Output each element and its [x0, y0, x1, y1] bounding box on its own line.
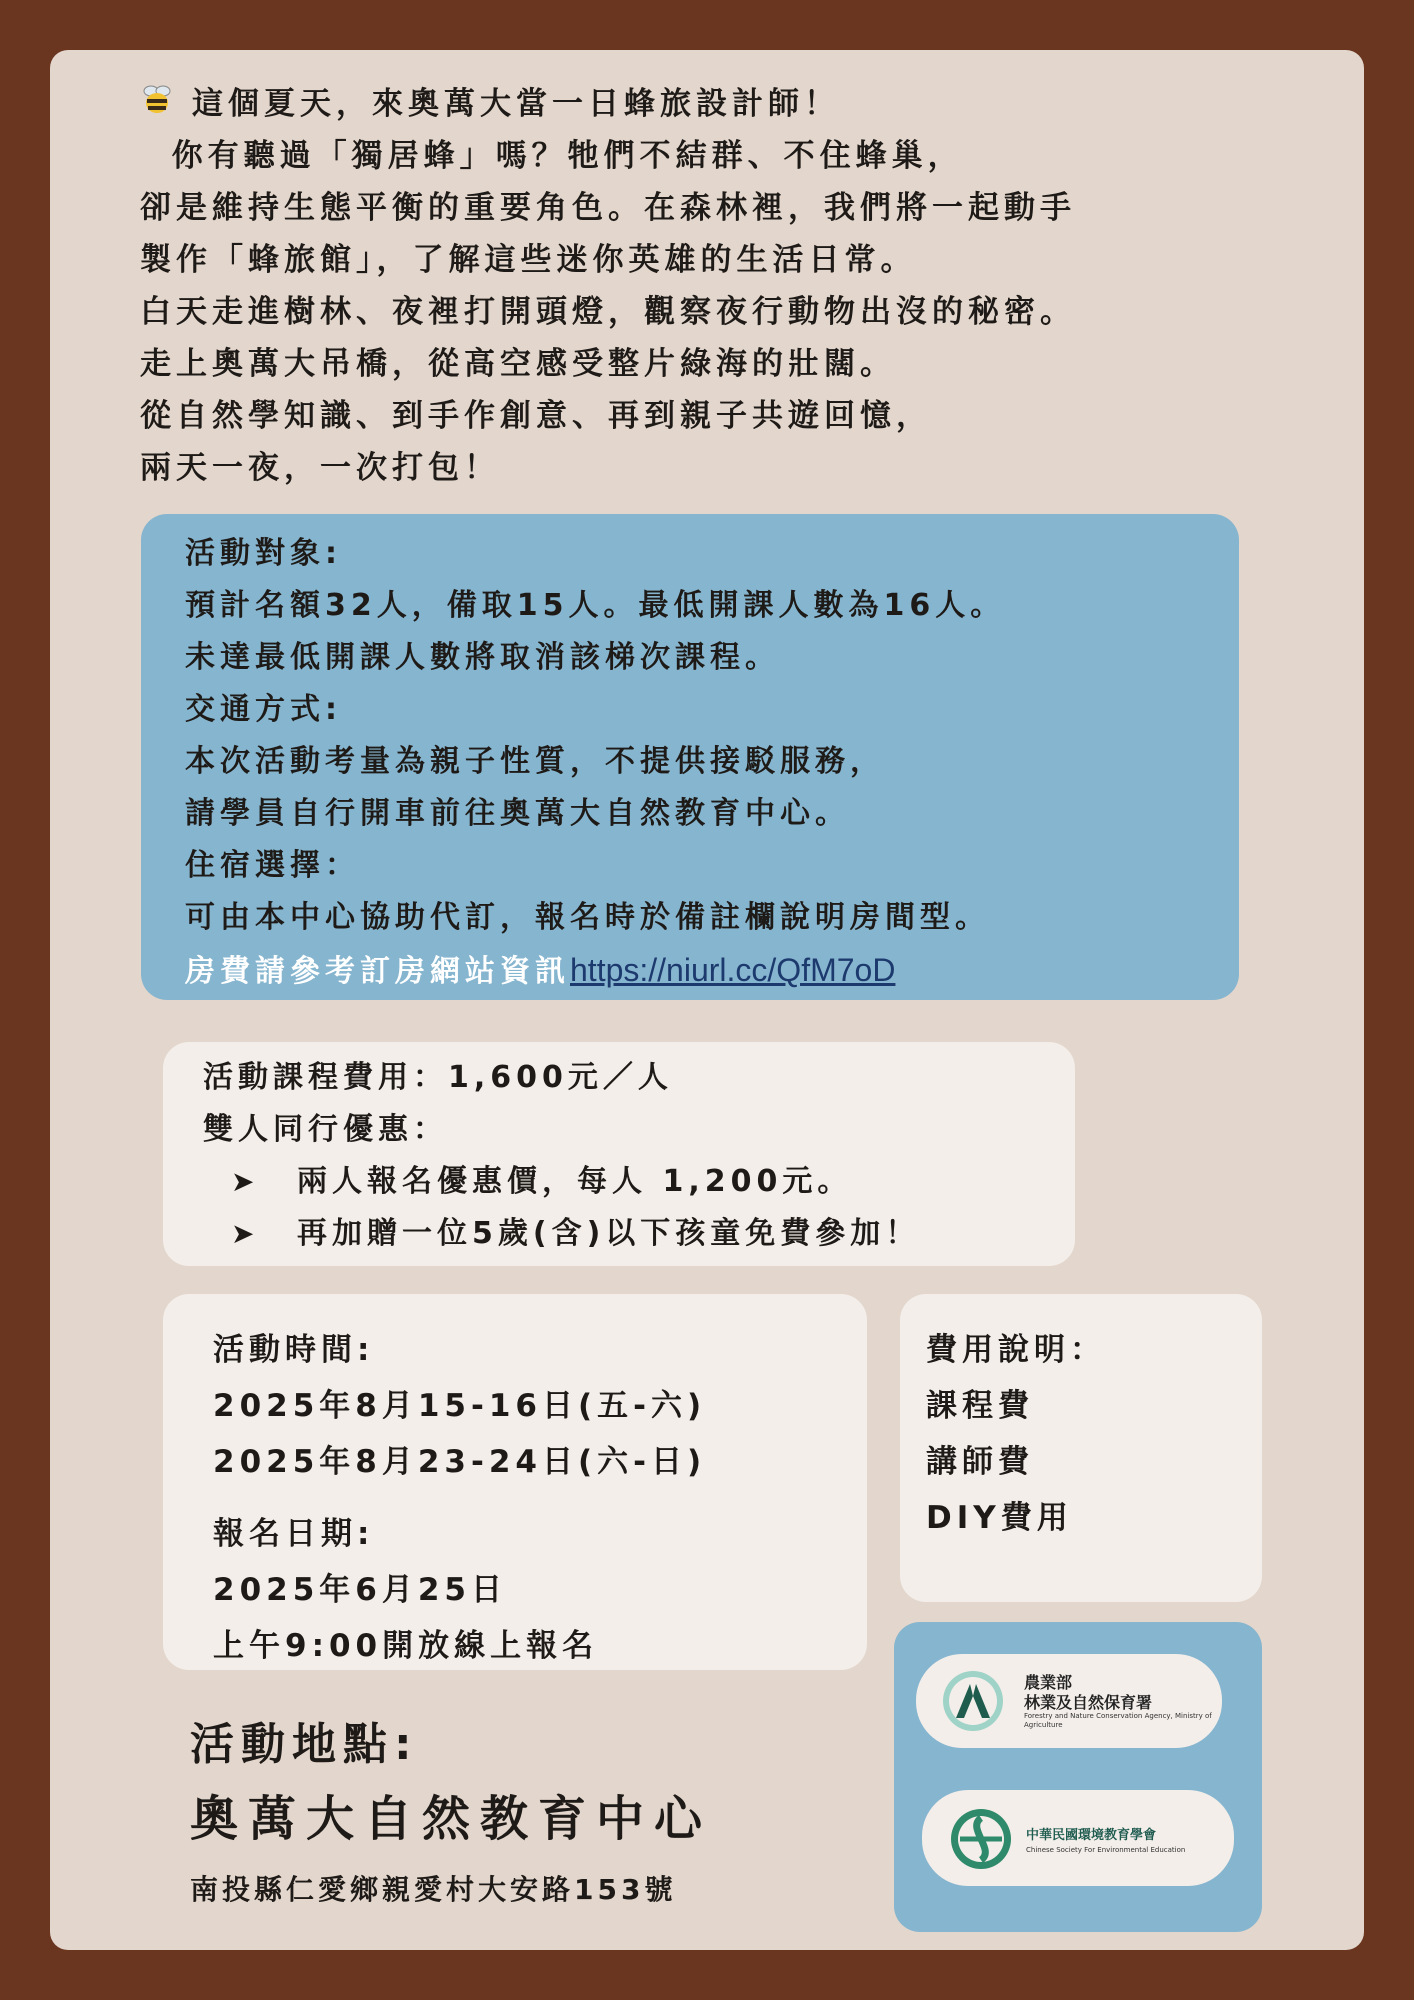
signup-date: 2025年6月25日	[213, 1572, 507, 1608]
pair-discount-label: 雙人同行優惠：	[203, 1112, 448, 1147]
signup-label: 報名日期:	[213, 1516, 375, 1552]
env-society-icon	[948, 1806, 1014, 1872]
fee-info-box	[900, 1294, 1262, 1602]
bee-icon	[140, 80, 178, 132]
target-label: 活動對象:	[185, 536, 342, 571]
lodging-line: 可由本中心協助代訂，報名時於備註欄說明房間型。	[185, 900, 990, 935]
lodging-ref-text: 房費請參考訂房網站資訊	[185, 954, 570, 989]
intro-line: 製作「蜂旅館」，了解這些迷你英雄的生活日常。	[140, 242, 917, 278]
intro-line: 你有聽過「獨居蜂」嗎？牠們不結群、不住蜂巢，	[140, 138, 964, 174]
location-label: 活動地點:	[190, 1719, 419, 1770]
signup-time: 上午9:00開放線上報名	[213, 1628, 599, 1664]
society-name-en: Chinese Society For Environmental Education	[1026, 1846, 1186, 1854]
fee-item: 講師費	[926, 1444, 1034, 1480]
lodging-label: 住宿選擇：	[185, 848, 360, 883]
schedule-box	[163, 1294, 867, 1670]
booking-link[interactable]: https://niurl.cc/QfM7oD	[570, 952, 896, 988]
fee-item: 課程費	[926, 1388, 1034, 1424]
discount-bullet: ➤ 再加贈一位5歲(含)以下孩童免費參加！	[203, 1208, 1075, 1260]
intro-text	[140, 78, 1320, 494]
location-section	[190, 1710, 712, 1918]
target-line: 預計名額32人，備取15人。最低開課人數為16人。	[185, 588, 1006, 623]
time-label: 活動時間:	[213, 1332, 375, 1368]
forestry-agency-logo	[916, 1654, 1222, 1748]
fee-item: DIY費用	[926, 1500, 1073, 1536]
session-date: 2025年8月23-24日(六-日)	[213, 1444, 707, 1480]
location-name: 奧萬大自然教育中心	[190, 1791, 713, 1847]
forestry-name-1: 農業部	[1024, 1673, 1073, 1692]
fee-info-label: 費用說明：	[926, 1332, 1106, 1368]
transport-line: 請學員自行開車前往奧萬大自然教育中心。	[185, 796, 850, 831]
intro-headline: 這個夏天，來奧萬大當一日蜂旅設計師！	[140, 78, 1320, 130]
intro-line: 從自然學知識、到手作創意、再到親子共遊回憶，	[140, 398, 932, 434]
discount-bullet: ➤ 兩人報名優惠價，每人 1,200元。	[203, 1156, 1075, 1208]
forestry-name-2: 林業及自然保育署	[1024, 1693, 1153, 1712]
course-price: 活動課程費用：1,600元／人	[203, 1060, 673, 1095]
location-address: 南投縣仁愛鄉親愛村大安路153號	[190, 1873, 677, 1906]
fee-box	[163, 1042, 1075, 1266]
target-line: 未達最低開課人數將取消該梯次課程。	[185, 640, 780, 675]
intro-line: 走上奧萬大吊橋，從高空感受整片綠海的壯闊。	[140, 346, 896, 382]
info-box	[141, 514, 1239, 1000]
society-name: 中華民國環境教育學會	[1026, 1828, 1157, 1843]
session-date: 2025年8月15-16日(五-六)	[213, 1388, 707, 1424]
intro-line: 兩天一夜，一次打包！	[140, 450, 500, 486]
intro-line: 卻是維持生態平衡的重要角色。在森林裡，我們將一起動手	[140, 190, 1076, 226]
logo-panel	[894, 1622, 1262, 1932]
forestry-name-en: Forestry and Nature Conservation Agency, Ministry of Agriculture	[1024, 1712, 1212, 1729]
transport-line: 本次活動考量為親子性質，不提供接駁服務，	[185, 744, 885, 779]
arrow-icon: ➤	[231, 1217, 260, 1250]
intro-line: 白天走進樹林、夜裡打開頭燈，觀察夜行動物出沒的秘密。	[140, 294, 1076, 330]
transport-label: 交通方式:	[185, 692, 342, 727]
forestry-agency-icon	[940, 1668, 1006, 1734]
arrow-icon: ➤	[231, 1165, 260, 1198]
env-education-society-logo	[922, 1790, 1234, 1886]
lodging-ref-line	[185, 944, 1239, 996]
